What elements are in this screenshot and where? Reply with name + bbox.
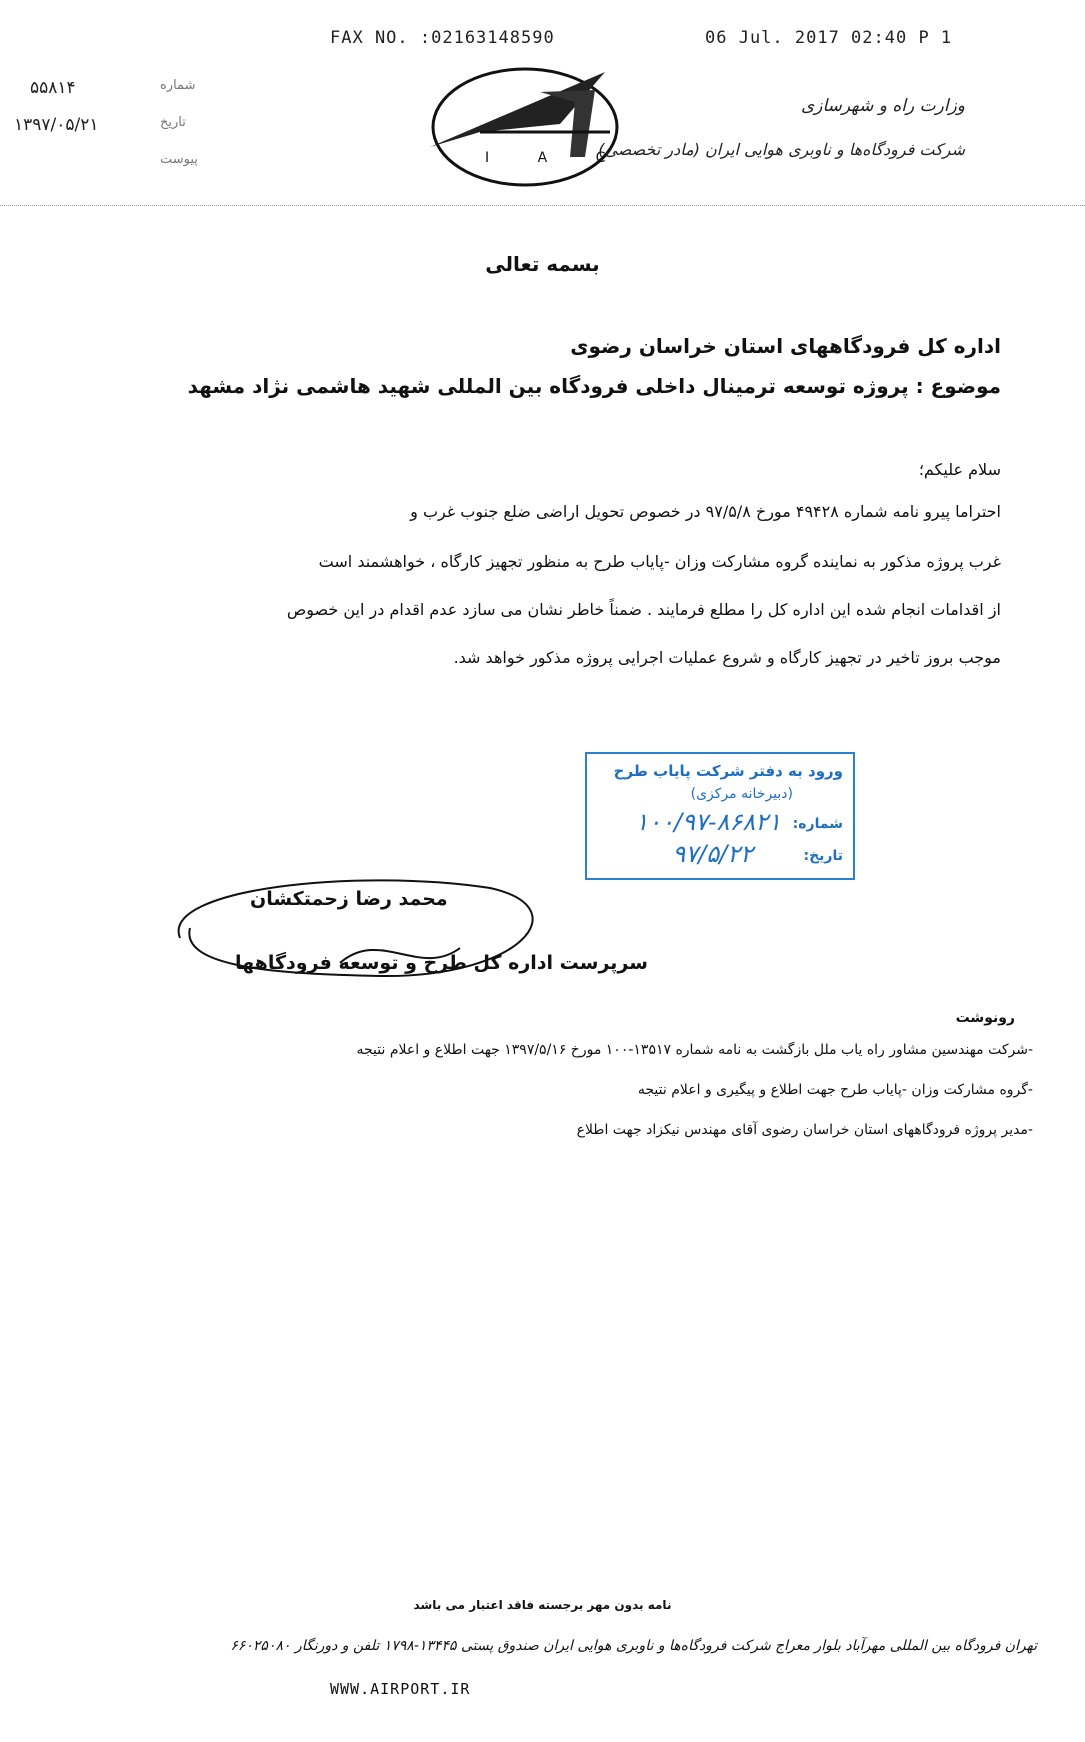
letter-date-label: تاریخ — [160, 115, 186, 130]
company-name: شرکت فرودگاه‌ها و ناوبری هوایی ایران (مادر تخصصی) — [598, 140, 965, 159]
body-line-3: از اقدامات انجام شده این اداره کل را مطلع فرمایند . ضمناً خاطر نشان می سازد عدم اقدام در این خصوص — [286, 600, 1001, 619]
header-divider — [0, 205, 1085, 206]
footer-note: نامه بدون مهر برجسته فاقد اعتبار می باشد — [413, 1598, 672, 1612]
attachment-label: پیوست — [160, 152, 198, 167]
signer-name: محمد رضا زحمتکشان — [250, 888, 448, 910]
body-line-2: غرب پروژه مذکور به نماینده گروه مشارکت وزان -پایاب طرح به منظور تجهیز کارگاه ، خواهشمند است — [318, 552, 1001, 571]
ministry-name: وزارت راه و شهرسازی — [800, 96, 965, 116]
cc-line-1: -شرکت مهندسین مشاور راه یاب ملل بازگشت به نامه شماره ۱۳۵۱۷-۱۰۰ مورخ ۱۳۹۷/۵/۱۶ جهت اطلاع و اعلام نتیجه — [356, 1042, 1033, 1058]
letter-number: ۵۵۸۱۴ — [30, 78, 76, 98]
fax-date: 06 Jul. 2017 02:40 P 1 — [705, 28, 953, 48]
airports-company-logo — [420, 62, 630, 192]
body-line-1: احتراما پیرو نامه شماره ۴۹۴۲۸ مورخ ۹۷/۵/۸ در خصوص تحویل اراضی ضلع جنوب غرب و — [410, 502, 1001, 521]
fax-header: FAX NO. :02163148590 — [330, 28, 555, 48]
signer-title: سرپرست اداره کل طرح و توسعه فرودگاهها — [235, 952, 648, 974]
logo-letters: I A C — [485, 150, 628, 166]
letter-date: ۱۳۹۷/۰۵/۲۱ — [14, 115, 99, 135]
recipient: اداره کل فرودگاههای استان خراسان رضوی — [570, 334, 1001, 358]
body-line-4: موجب بروز تاخیر در تجهیز کارگاه و شروع عملیات اجرایی پروژه مذکور خواهد شد. — [453, 648, 1001, 667]
letter-number-label: شماره — [160, 78, 196, 93]
stamp-date-value: ۹۷/۵/۲۲ — [672, 840, 753, 868]
stamp-title: ورود به دفتر شرکت پایاب طرح — [613, 762, 843, 780]
cc-line-3: -مدیر پروژه فرودگاههای استان خراسان رضوی آقای مهندس نیکزاد جهت اطلاع — [576, 1122, 1033, 1138]
greeting: سلام علیکم؛ — [918, 460, 1001, 479]
stamp-date-label: تاریخ: — [803, 848, 843, 864]
cc-heading: رونوشت — [955, 1010, 1015, 1026]
stamp-number-label: شماره: — [792, 816, 843, 832]
receipt-stamp — [585, 752, 855, 880]
stamp-subtitle: (دبیرخانه مرکزی) — [690, 786, 793, 802]
cc-line-2: -گروه مشارکت وزان -پایاب طرح جهت اطلاع و پیگیری و اعلام نتیجه — [637, 1082, 1033, 1098]
stamp-number-value: ۱۰۰/۹۷-۸۶۸۲۱ — [635, 808, 781, 836]
footer-address: تهران فرودگاه بین المللی مهرآباد بلوار معراج شرکت فرودگاه‌ها و ناوبری هوایی ایران صندوق پستی ۱۳۴۴۵-۱۷۹۸ تلفن و دورنگار ۶۶۰۲۵۰۸۰ — [230, 1638, 1037, 1654]
bismillah: بسمه تعالی — [485, 252, 600, 276]
footer-website: WWW.AIRPORT.IR — [330, 1680, 471, 1698]
subject-line: موضوع : پروژه توسعه ترمینال داخلی فرودگاه بین المللی شهید هاشمی نژاد مشهد — [187, 374, 1001, 398]
